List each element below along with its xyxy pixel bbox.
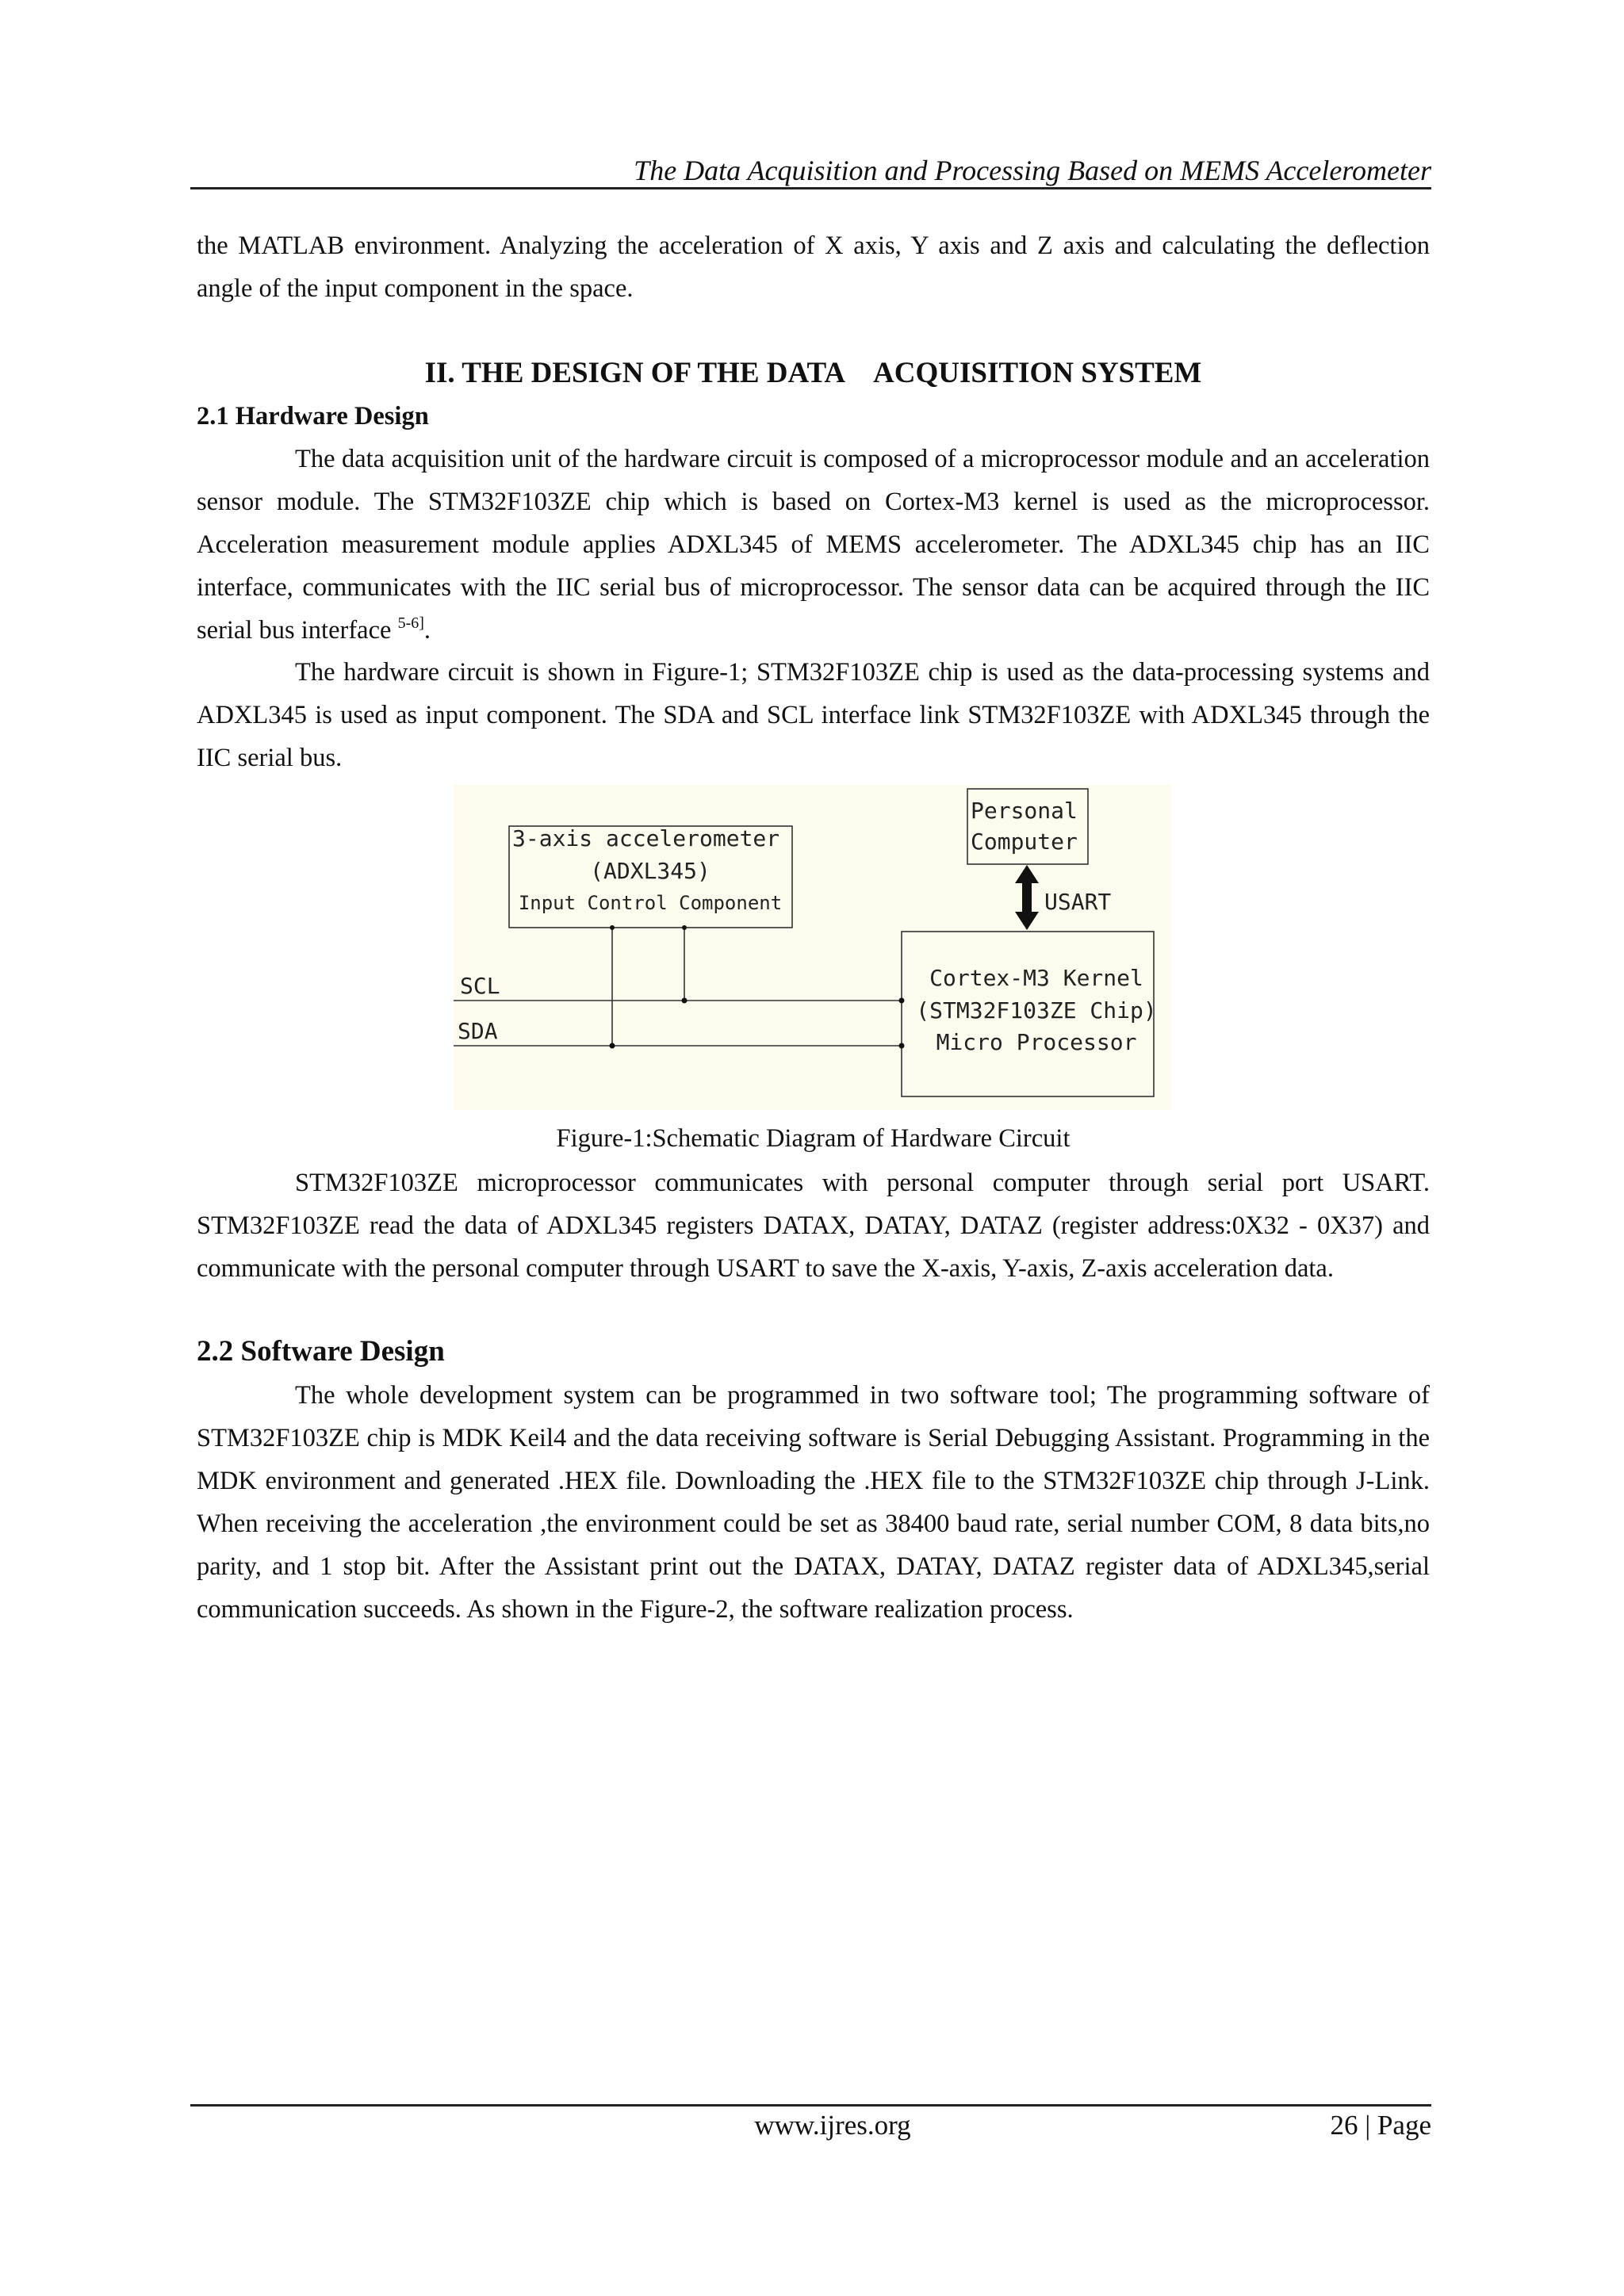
circuit-diagram (454, 785, 1171, 1110)
figure-caption: Figure-1:Schematic Diagram of Hardware Circuit (556, 1124, 1071, 1153)
footer-rule (190, 2104, 1431, 2107)
usart-label: USART (1044, 889, 1112, 915)
scl-label: SCL (460, 973, 500, 999)
accelerometer-label-1: 3-axis accelerometer (512, 825, 780, 851)
hardware-circuit-figure (454, 785, 1171, 1110)
pc-label-1: Personal (971, 798, 1078, 824)
citation-ref: 5-6] (397, 614, 424, 632)
acc-scl-dot (682, 925, 687, 930)
hardware-paragraph-1-end: . (423, 616, 431, 645)
sda-label: SDA (458, 1018, 498, 1044)
running-title: The Data Acquisition and Processing Based on MEMS Accelerometer (634, 155, 1431, 186)
section-heading: II. THE DESIGN OF THE DATA ACQUISITION SYSTEM (424, 357, 1202, 389)
accelerometer-label-2: (ADXL345) (590, 858, 710, 884)
pc-label-2: Computer (971, 828, 1078, 855)
intro-paragraph: the MATLAB environment. Analyzing the acceleration of X axis, Y axis and Z axis and calculating the deflection angle of the input component in the space. (197, 232, 1430, 303)
mcu-label-1: Cortex-M3 Kernel (929, 965, 1143, 991)
software-design-heading: 2.2 Software Design (197, 1335, 445, 1368)
mcu-label-2: (STM32F103ZE Chip) (916, 997, 1157, 1024)
scl-junction-dot (682, 998, 688, 1004)
mcu-sda-dot (899, 1043, 905, 1049)
page-number: 26 | Page (1330, 2110, 1431, 2141)
hardware-paragraph-1-text: The data acquisition unit of the hardware circuit is composed of a microprocessor module and an acceleration sensor module. The STM32F103ZE chip which is based on Cortex-M3 kernel is used as the microprocessor. Acceleration measurement module applies ADXL345 of MEMS accelerometer. The ADXL345 chip has an IIC interface, communicates with the IIC serial bus of microprocessor. The sensor data can be acquired through the IIC serial bus interface (197, 445, 1430, 645)
acc-sda-dot (610, 925, 615, 930)
hardware-paragraph-3: STM32F103ZE microprocessor communicates with personal computer through serial port USART. STM32F103ZE read the data of ADXL345 registers DATAX, DATAY, DATAZ (register address:0X32 - 0X37) and communicate with the personal computer through USART to save the X-axis, Y-axis, Z-axis acceleration data. (197, 1169, 1430, 1283)
header-rule (190, 187, 1431, 189)
accelerometer-label-3: Input Control Component (518, 892, 783, 914)
mcu-scl-dot (899, 998, 905, 1004)
hardware-paragraph-2: The hardware circuit is shown in Figure-1; STM32F103ZE chip is used as the data-processing systems and ADXL345 is used as input component. The SDA and SCL interface link STM32F103ZE with ADXL345 through the IIC serial bus. (197, 658, 1430, 772)
hardware-design-heading: 2.1 Hardware Design (197, 402, 429, 430)
hardware-paragraph-1 (197, 438, 1430, 652)
footer-site-link[interactable]: www.ijres.org (754, 2110, 911, 2141)
mcu-label-3: Micro Processor (936, 1029, 1137, 1055)
software-paragraph-1: The whole development system can be programmed in two software tool; The programming software of STM32F103ZE chip is MDK Keil4 and the data receiving software is Serial Debugging Assistant. Programming in the MDK environment and generated .HEX file. Downloading the .HEX file to the STM32F103ZE chip through J-Link. When receiving the acceleration ,the environment could be set as 38400 baud rate, serial number COM, 8 data bits,no parity, and 1 stop bit. After the Assistant print out the DATAX, DATAY, DATAZ register data of ADXL345,serial communication succeeds. As shown in the Figure-2, the software realization process. (197, 1381, 1430, 1624)
sda-junction-dot (610, 1043, 615, 1049)
